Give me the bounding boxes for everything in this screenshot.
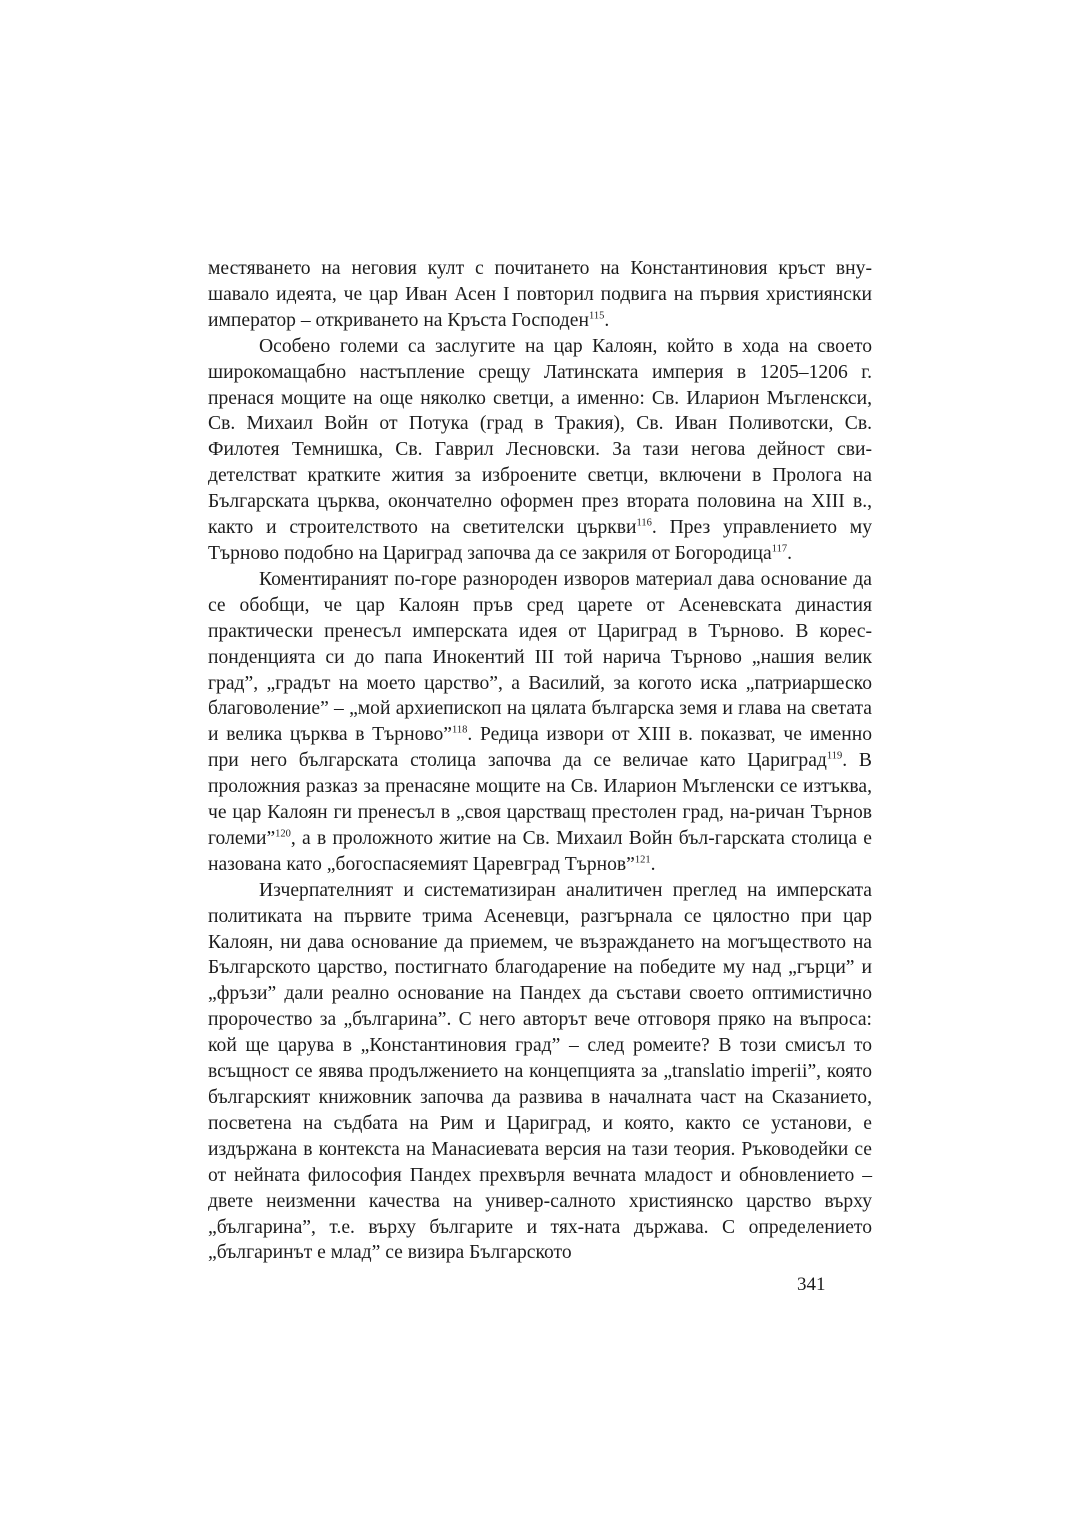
text-run: . Редица извори от XIII в. показват, че именно при него българската столица започва да се величае като Цариград xyxy=(208,724,872,772)
text-run: . През управлението му Търново подобно на Цариград започва да се закриля от Богородица xyxy=(208,517,872,564)
paragraph-continuation xyxy=(208,256,872,334)
footnote-ref: 117 xyxy=(771,543,788,555)
text-run: . xyxy=(650,853,656,875)
text-run: . xyxy=(604,309,610,331)
footnote-ref: 115 xyxy=(588,310,605,322)
text-run: , а в проложното житие на Св. Михаил Войн бъл-гарската столица е назована като „богоспасяемият Царевград Търнов” xyxy=(208,827,872,875)
paragraph xyxy=(208,878,872,1267)
paragraph xyxy=(208,567,872,878)
text-run: Особено големи са заслугите на цар Калоян, който в хода на своето широкомащабно настъпление срещу Латинската империя в 1205–1206 г. пренася мощите на още няколко светци, а именно: Св. Иларион Мъгленскси, Св. Михаил Войн от Потука (град в Тракия), Св. Иван Поливотски, Св. Филотея Темнишка, Св. Гаврил Лесновски. За тази негова дейност сви-детелстват кратките жития за изброените светци, включени в Пролога на Българската църква, окончателно оформен през втората половина на XIII в., както и строителството на светителски църкви xyxy=(208,335,872,539)
body-text xyxy=(208,256,872,1266)
text-run: Изчерпателният и систематизиран аналитичен преглед на имперската политиката на първите трима Асеневци, разгърнала се цялостно при цар Калоян, ни дава основание да приемем, че възраждането на могъществото на Българското царство, постигнато благодарение на победите му над „гърци” и „фръзи” дали реално основание на Пандех да състави своето оптимистично пророчество за „българина”. С него авторът вече отговоря пряко на въпроса: кой ще царува в „Константиновия град” – след ромеите? В този смисъл то всъщност се явява продължението на концепцията за „translatio imperii”, която българският книжовник започва да развива в началната част на Сказанието, посветена на съдбата на Рим и Цариград, и която, както се установи, е издържана в контекста на Манасиевата версия на тази теория. Ръководейки се от нейната философия Пандех прехвърля вечната младост и обновлението – двете неизменни качества на универ-салното християнско царство върху „българина”, т.е. върху българите и тях-ната държава. С определението „българинът е млад” се визира Българското xyxy=(208,879,872,1264)
footnote-ref: 116 xyxy=(636,517,652,529)
text-run: . В проложния разказ за пренасяне мощите на Св. Иларион Мъгленски се изтъква, че цар Калоян ги пренесъл в „своя царстващ престолен град, на-ричан Търнов големи” xyxy=(208,750,872,849)
footnote-ref: 118 xyxy=(451,724,468,736)
footnote-ref: 121 xyxy=(634,854,651,866)
footnote-ref: 120 xyxy=(275,828,291,840)
footnote-ref: 119 xyxy=(826,750,843,762)
text-run: местяването на неговия култ с почитането на Константиновия кръст вну-шавало идеята, че цар Иван Асен I повторил подвига на първия християнски император – откриването на Кръста Господен xyxy=(208,258,872,331)
paragraph xyxy=(208,334,872,567)
text-run: . xyxy=(787,542,792,564)
page-number: 341 xyxy=(797,1274,826,1295)
text-run: Коментираният по-горе разнороден изворов материал дава основание да се обобщи, че цар Калоян пръв сред царете от Асеневската династия практически пренесъл имперската идея от Цариград в Търново. В корес-понденцията си до папа Инокентий III той нарича Търново „нашия велик град”, „градът на моето царство”, а Василий, за когото иска „патриаршеско благоволение” – „мой архиепископ на цялата българска земя и глава на светата и велика църква в Търново” xyxy=(208,568,872,746)
